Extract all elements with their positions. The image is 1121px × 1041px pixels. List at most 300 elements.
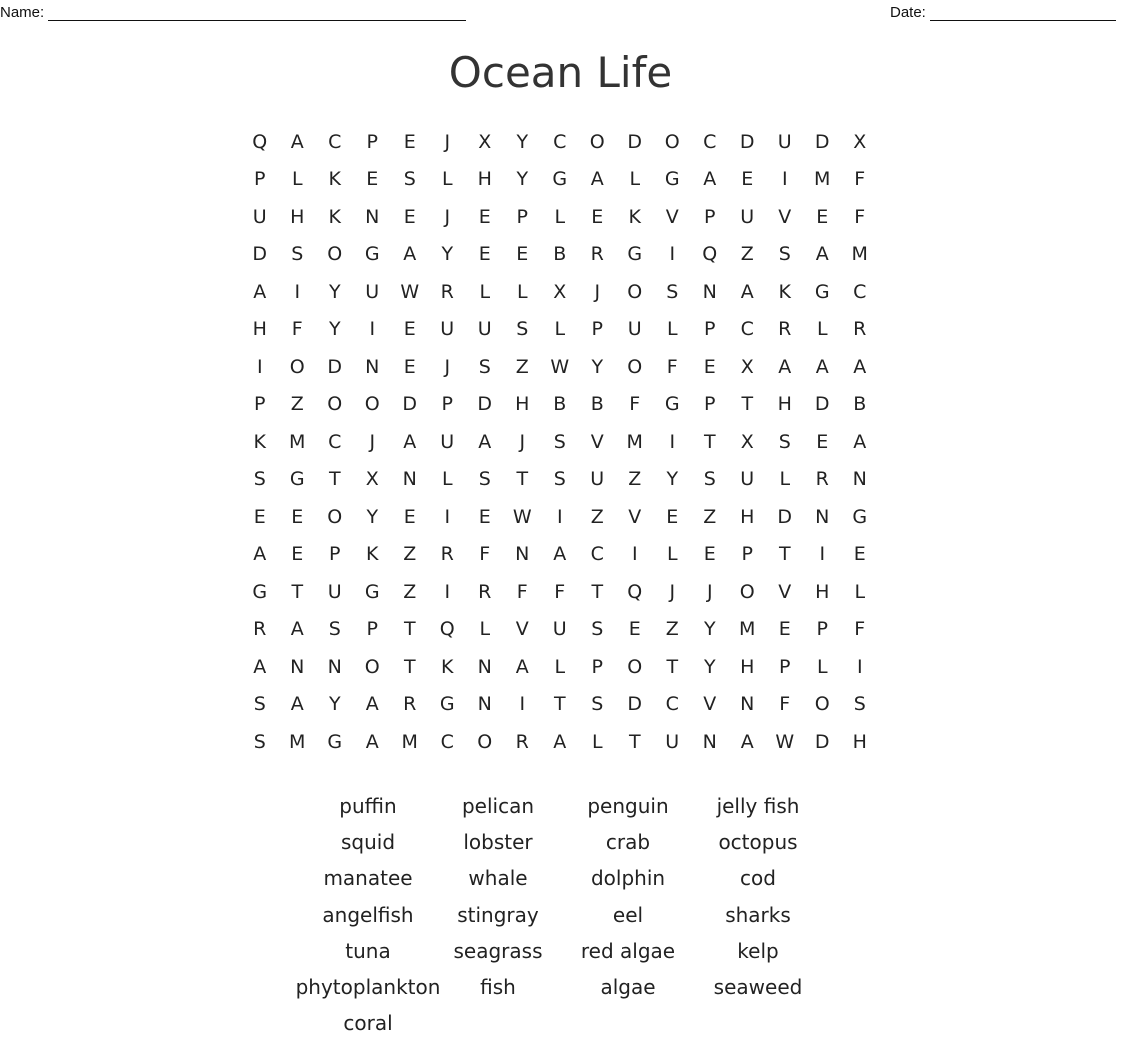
grid-cell: T: [591, 580, 604, 603]
grid-cell: E: [253, 505, 266, 528]
grid-cell: K: [328, 168, 341, 191]
grid-cell: L: [516, 280, 528, 303]
grid-cell: E: [291, 543, 304, 566]
grid-cell: G: [289, 468, 305, 491]
word-bank-item: tuna: [345, 938, 391, 963]
grid-cell: Y: [328, 318, 341, 341]
grid-cell: F: [291, 318, 303, 341]
grid-cell: K: [628, 205, 641, 228]
grid-cell: S: [853, 693, 866, 716]
grid-cell: S: [516, 318, 529, 341]
grid-cell: L: [554, 655, 566, 678]
grid-cell: P: [329, 543, 341, 566]
grid-cell: G: [627, 243, 643, 266]
grid-cell: X: [740, 430, 754, 453]
grid-cell: V: [778, 205, 792, 228]
grid-cell: U: [777, 130, 792, 153]
grid-cell: E: [403, 355, 416, 378]
grid-cell: O: [739, 580, 755, 603]
grid-cell: P: [704, 393, 716, 416]
grid-cell: C: [440, 730, 454, 753]
grid-cell: E: [478, 505, 491, 528]
grid-cell: N: [290, 655, 305, 678]
grid-cell: O: [627, 655, 643, 678]
word-bank-item: whale: [468, 866, 528, 891]
grid-cell: J: [669, 580, 676, 603]
grid-cell: V: [590, 430, 604, 453]
word-bank-item: red algae: [580, 938, 676, 963]
grid-cell: H: [515, 393, 530, 416]
grid-cell: U: [440, 430, 455, 453]
grid-cell: T: [741, 393, 754, 416]
grid-cell: U: [252, 205, 267, 228]
grid-cell: X: [553, 280, 567, 303]
grid-cell: U: [665, 730, 680, 753]
grid-cell: R: [815, 468, 829, 491]
grid-cell: M: [851, 243, 868, 266]
grid-cell: P: [516, 205, 528, 228]
date-label: Date:: [890, 4, 926, 21]
grid-cell: F: [854, 618, 866, 641]
grid-cell: E: [403, 205, 416, 228]
grid-cell: G: [664, 393, 680, 416]
grid-cell: T: [328, 468, 341, 491]
word-bank-item: eel: [612, 902, 644, 927]
grid-cell: Y: [703, 655, 716, 678]
grid-cell: I: [781, 168, 788, 191]
grid-cell: E: [628, 618, 641, 641]
grid-cell: L: [666, 318, 678, 341]
grid-cell: P: [741, 543, 753, 566]
grid-cell: G: [552, 168, 568, 191]
grid-cell: Y: [591, 355, 604, 378]
name-label: Name:: [0, 4, 45, 21]
grid-cell: Q: [439, 618, 455, 641]
grid-cell: V: [778, 580, 792, 603]
grid-cell: U: [477, 318, 492, 341]
grid-cell: E: [816, 430, 829, 453]
grid-cell: C: [328, 130, 342, 153]
grid-cell: S: [478, 355, 491, 378]
grid-cell: A: [365, 693, 379, 716]
grid-cell: P: [704, 318, 716, 341]
grid-cell: A: [253, 280, 267, 303]
grid-cell: S: [666, 280, 679, 303]
grid-cell: T: [628, 730, 641, 753]
name-field[interactable]: [0, 4, 466, 21]
grid-cell: T: [778, 543, 791, 566]
grid-cell: F: [629, 393, 641, 416]
grid-cell: F: [854, 205, 866, 228]
grid-cell: C: [740, 318, 754, 341]
grid-cell: N: [852, 468, 867, 491]
grid-cell: K: [778, 280, 791, 303]
word-bank-item: sharks: [725, 902, 791, 927]
grid-cell: H: [777, 393, 792, 416]
word-bank-item: kelp: [737, 938, 779, 963]
grid-cell: D: [777, 505, 793, 528]
grid-cell: X: [478, 130, 492, 153]
word-bank-item: squid: [340, 830, 396, 855]
grid-cell: I: [631, 543, 638, 566]
grid-cell: S: [403, 168, 416, 191]
grid-cell: S: [553, 430, 566, 453]
grid-cell: T: [516, 468, 529, 491]
grid-cell: D: [627, 693, 643, 716]
grid-cell: N: [402, 468, 417, 491]
grid-cell: T: [403, 655, 416, 678]
grid-cell: Q: [627, 580, 643, 603]
grid-cell: M: [289, 730, 306, 753]
grid-cell: N: [515, 543, 530, 566]
grid-cell: C: [553, 130, 567, 153]
grid-cell: A: [478, 430, 492, 453]
grid-cell: Z: [665, 618, 679, 641]
grid-cell: P: [591, 318, 603, 341]
grid-cell: R: [403, 693, 417, 716]
grid-cell: Y: [328, 280, 341, 303]
grid-cell: U: [627, 318, 642, 341]
grid-cell: S: [253, 468, 266, 491]
grid-cell: U: [365, 280, 380, 303]
grid-cell: L: [816, 318, 828, 341]
grid-cell: P: [254, 393, 266, 416]
grid-cell: Z: [403, 580, 417, 603]
date-line[interactable]: [930, 4, 1116, 21]
grid-cell: P: [441, 393, 453, 416]
grid-cell: R: [440, 543, 454, 566]
grid-cell: E: [403, 318, 416, 341]
grid-cell: O: [664, 130, 680, 153]
grid-cell: U: [740, 468, 755, 491]
grid-cell: O: [327, 393, 343, 416]
grid-cell: S: [478, 468, 491, 491]
grid-cell: J: [444, 355, 451, 378]
word-bank-item: fish: [480, 975, 516, 1000]
grid-cell: F: [516, 580, 528, 603]
grid-cell: I: [369, 318, 376, 341]
grid-cell: A: [553, 543, 567, 566]
grid-cell: H: [815, 580, 830, 603]
grid-cell: I: [669, 243, 676, 266]
grid-cell: L: [479, 618, 491, 641]
grid-cell: J: [444, 205, 451, 228]
grid-cell: Z: [590, 505, 604, 528]
grid-cell: L: [591, 730, 603, 753]
grid-cell: Y: [441, 243, 454, 266]
grid-cell: B: [853, 393, 867, 416]
grid-cell: F: [854, 168, 866, 191]
grid-cell: U: [327, 580, 342, 603]
grid-cell: A: [778, 355, 792, 378]
grid-cell: A: [853, 430, 867, 453]
word-search-grid: [241, 123, 879, 761]
grid-cell: A: [740, 730, 754, 753]
grid-cell: H: [740, 505, 755, 528]
grid-cell: T: [553, 693, 566, 716]
grid-cell: S: [703, 468, 716, 491]
grid-cell: D: [814, 393, 830, 416]
page-title: Ocean Life: [448, 48, 673, 97]
grid-cell: S: [591, 618, 604, 641]
grid-cell: E: [403, 130, 416, 153]
grid-cell: O: [477, 730, 493, 753]
word-bank-item: cod: [740, 866, 776, 891]
word-bank-item: jelly fish: [716, 794, 800, 819]
grid-cell: E: [741, 168, 754, 191]
grid-cell: F: [554, 580, 566, 603]
word-bank-item: penguin: [587, 794, 669, 819]
word-bank-item: lobster: [463, 830, 533, 855]
grid-cell: O: [289, 355, 305, 378]
grid-cell: N: [477, 693, 492, 716]
grid-cell: E: [291, 505, 304, 528]
grid-cell: T: [666, 655, 679, 678]
grid-cell: A: [253, 543, 267, 566]
grid-cell: F: [779, 693, 791, 716]
grid-cell: P: [591, 655, 603, 678]
grid-cell: Y: [328, 693, 341, 716]
grid-cell: E: [778, 618, 791, 641]
grid-cell: D: [477, 393, 493, 416]
grid-cell: Y: [516, 168, 529, 191]
word-bank-item: coral: [343, 1011, 393, 1036]
grid-cell: A: [403, 430, 417, 453]
word-bank: [295, 788, 823, 1041]
grid-cell: P: [779, 655, 791, 678]
grid-cell: M: [289, 430, 306, 453]
word-bank-item: stingray: [457, 902, 539, 927]
grid-cell: U: [440, 318, 455, 341]
grid-cell: S: [291, 243, 304, 266]
grid-cell: T: [703, 430, 716, 453]
grid-cell: D: [814, 730, 830, 753]
grid-cell: G: [852, 505, 868, 528]
grid-cell: S: [328, 618, 341, 641]
grid-cell: L: [479, 280, 491, 303]
grid-cell: C: [853, 280, 867, 303]
grid-cell: M: [401, 730, 418, 753]
grid-cell: N: [740, 693, 755, 716]
grid-cell: J: [519, 430, 526, 453]
grid-cell: N: [477, 655, 492, 678]
grid-cell: L: [629, 168, 641, 191]
grid-cell: L: [666, 543, 678, 566]
grid-cell: S: [253, 693, 266, 716]
grid-cell: I: [294, 280, 301, 303]
grid-cell: A: [815, 243, 829, 266]
grid-cell: A: [403, 243, 417, 266]
grid-cell: O: [364, 655, 380, 678]
grid-cell: G: [364, 243, 380, 266]
grid-cell: D: [402, 393, 418, 416]
grid-cell: F: [479, 543, 491, 566]
grid-cell: I: [556, 505, 563, 528]
grid-cell: E: [403, 505, 416, 528]
grid-cell: J: [594, 280, 601, 303]
grid-cell: W: [400, 280, 420, 303]
grid-cell: E: [703, 543, 716, 566]
grid-cell: H: [290, 205, 305, 228]
word-bank-item: dolphin: [590, 866, 666, 891]
grid-cell: T: [403, 618, 416, 641]
grid-cell: G: [814, 280, 830, 303]
grid-cell: Y: [366, 505, 379, 528]
grid-cell: O: [627, 355, 643, 378]
word-bank-item: puffin: [339, 794, 397, 819]
grid-cell: G: [439, 693, 455, 716]
grid-cell: Z: [740, 243, 754, 266]
grid-cell: R: [590, 243, 604, 266]
grid-cell: M: [814, 168, 831, 191]
grid-cell: L: [441, 168, 453, 191]
word-bank-item: manatee: [323, 866, 413, 891]
word-bank-item: seagrass: [453, 938, 543, 963]
grid-cell: D: [252, 243, 268, 266]
grid-cell: K: [328, 205, 341, 228]
grid-cell: E: [853, 543, 866, 566]
grid-cell: L: [554, 318, 566, 341]
grid-cell: D: [739, 130, 755, 153]
date-field[interactable]: [890, 4, 1116, 21]
word-bank-item: octopus: [718, 830, 798, 855]
grid-cell: O: [327, 243, 343, 266]
grid-cell: Z: [515, 355, 529, 378]
grid-cell: X: [740, 355, 754, 378]
grid-cell: S: [591, 693, 604, 716]
grid-cell: Z: [290, 393, 304, 416]
grid-cell: V: [628, 505, 642, 528]
grid-cell: D: [627, 130, 643, 153]
grid-cell: O: [327, 505, 343, 528]
grid-cell: G: [664, 168, 680, 191]
grid-cell: G: [252, 580, 268, 603]
grid-cell: L: [816, 655, 828, 678]
grid-cell: G: [327, 730, 343, 753]
grid-cell: E: [478, 243, 491, 266]
grid-cell: Q: [702, 243, 718, 266]
grid-cell: R: [515, 730, 529, 753]
grid-cell: H: [477, 168, 492, 191]
grid-cell: A: [290, 130, 304, 153]
grid-cell: C: [328, 430, 342, 453]
grid-cell: Q: [252, 130, 268, 153]
grid-cell: I: [444, 580, 451, 603]
grid-cell: R: [778, 318, 792, 341]
grid-cell: J: [706, 580, 713, 603]
grid-cell: S: [553, 468, 566, 491]
grid-cell: B: [553, 393, 567, 416]
grid-cell: N: [815, 505, 830, 528]
grid-cell: H: [252, 318, 267, 341]
grid-cell: E: [703, 355, 716, 378]
grid-cell: B: [590, 393, 604, 416]
grid-cell: Y: [516, 130, 529, 153]
grid-cell: Z: [403, 543, 417, 566]
grid-cell: E: [666, 505, 679, 528]
grid-cell: R: [253, 618, 267, 641]
grid-cell: A: [253, 655, 267, 678]
grid-cell: A: [290, 618, 304, 641]
grid-cell: E: [366, 168, 379, 191]
grid-cell: V: [515, 618, 529, 641]
grid-cell: U: [590, 468, 605, 491]
grid-cell: D: [327, 355, 343, 378]
grid-cell: A: [515, 655, 529, 678]
grid-cell: J: [444, 130, 451, 153]
grid-cell: K: [366, 543, 379, 566]
grid-cell: M: [739, 618, 756, 641]
grid-cell: U: [740, 205, 755, 228]
grid-cell: N: [365, 355, 380, 378]
grid-cell: N: [365, 205, 380, 228]
grid-cell: L: [554, 205, 566, 228]
grid-cell: E: [816, 205, 829, 228]
grid-cell: I: [444, 505, 451, 528]
grid-cell: W: [550, 355, 570, 378]
grid-cell: W: [775, 730, 795, 753]
word-bank-item: crab: [605, 830, 651, 855]
grid-cell: O: [364, 393, 380, 416]
grid-cell: R: [478, 580, 492, 603]
grid-cell: P: [816, 618, 828, 641]
grid-cell: L: [854, 580, 866, 603]
grid-cell: I: [669, 430, 676, 453]
grid-cell: W: [512, 505, 532, 528]
word-bank-item: algae: [600, 975, 656, 1000]
grid-cell: E: [516, 243, 529, 266]
grid-cell: A: [290, 693, 304, 716]
grid-cell: A: [703, 168, 717, 191]
grid-cell: V: [665, 205, 679, 228]
grid-cell: A: [365, 730, 379, 753]
grid-cell: L: [779, 468, 791, 491]
word-bank-item: pelican: [461, 794, 535, 819]
grid-cell: P: [366, 618, 378, 641]
grid-cell: K: [253, 430, 266, 453]
grid-cell: O: [627, 280, 643, 303]
grid-cell: I: [856, 655, 863, 678]
grid-cell: C: [590, 543, 604, 566]
grid-cell: Y: [666, 468, 679, 491]
grid-cell: N: [327, 655, 342, 678]
grid-cell: A: [590, 168, 604, 191]
grid-cell: I: [256, 355, 263, 378]
grid-cell: C: [703, 130, 717, 153]
grid-cell: S: [253, 730, 266, 753]
grid-cell: I: [819, 543, 826, 566]
word-bank-item: phytoplankton: [295, 975, 441, 1000]
grid-cell: I: [519, 693, 526, 716]
grid-cell: S: [778, 430, 791, 453]
grid-cell: T: [291, 580, 304, 603]
grid-cell: R: [853, 318, 867, 341]
grid-cell: U: [552, 618, 567, 641]
grid-cell: A: [815, 355, 829, 378]
grid-cell: X: [365, 468, 379, 491]
grid-cell: N: [702, 730, 717, 753]
grid-cell: F: [666, 355, 678, 378]
grid-cell: H: [852, 730, 867, 753]
grid-cell: L: [441, 468, 453, 491]
grid-cell: P: [366, 130, 378, 153]
grid-cell: B: [553, 243, 567, 266]
grid-cell: D: [814, 130, 830, 153]
grid-cell: P: [254, 168, 266, 191]
grid-cell: A: [740, 280, 754, 303]
name-line[interactable]: [48, 4, 466, 21]
grid-cell: A: [853, 355, 867, 378]
